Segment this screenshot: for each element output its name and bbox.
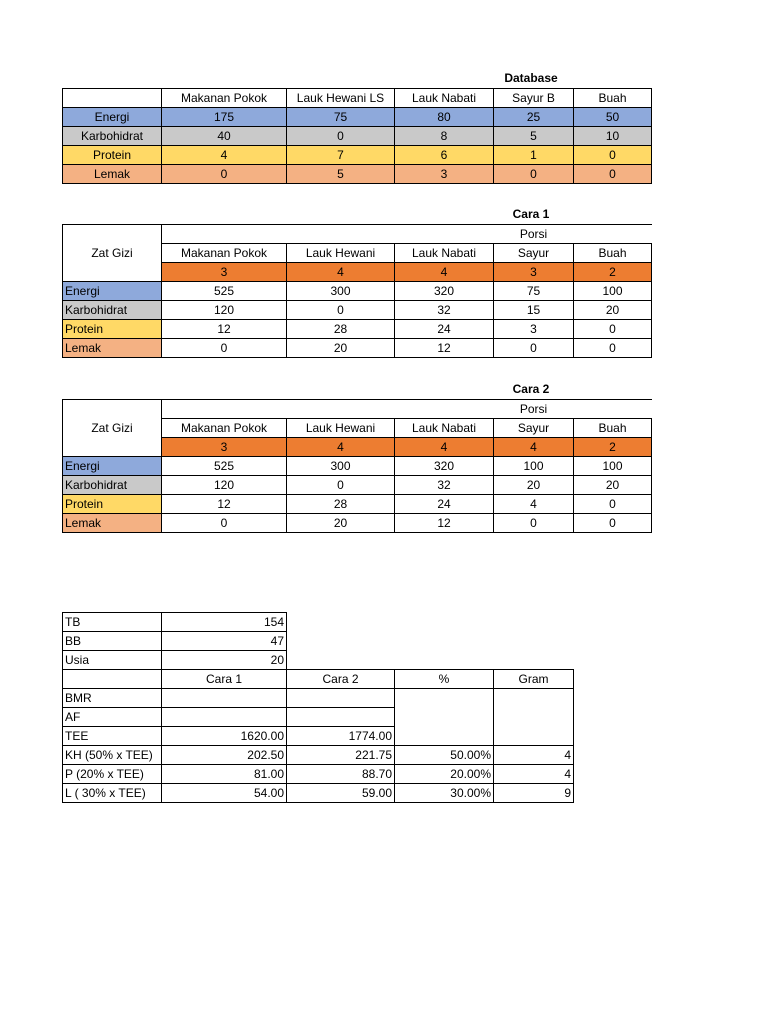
table-row — [63, 457, 652, 476]
cell[interactable]: 1 — [494, 146, 574, 165]
cell[interactable]: 525 — [162, 457, 287, 476]
cell[interactable]: 75 — [494, 282, 574, 301]
cell[interactable]: 5 — [494, 127, 574, 146]
cell[interactable]: 24 — [395, 495, 494, 514]
af-label[interactable]: AF — [63, 708, 162, 727]
porsi-cell[interactable]: 4 — [287, 263, 395, 282]
porsi-label[interactable]: Porsi — [494, 225, 574, 244]
cell[interactable]: 7 — [287, 146, 395, 165]
cell[interactable]: 20 — [494, 476, 574, 495]
cell[interactable]: 100 — [574, 282, 652, 301]
header-cell[interactable]: Lauk Nabati — [395, 244, 494, 263]
cell[interactable]: 28 — [287, 320, 395, 339]
empty-cell — [287, 225, 395, 244]
cell[interactable]: 25 — [494, 108, 574, 127]
l-pct[interactable]: 30.00% — [395, 784, 494, 803]
empty-cell — [574, 400, 652, 419]
cell[interactable]: 12 — [162, 320, 287, 339]
summary-header-row — [63, 670, 574, 689]
tb-row — [63, 613, 574, 632]
cell[interactable]: 0 — [494, 165, 574, 184]
gram-merged-cell[interactable] — [494, 689, 574, 746]
header-cell[interactable]: Makanan Pokok — [162, 89, 287, 108]
bmr-row — [63, 689, 574, 708]
cell[interactable]: 100 — [494, 457, 574, 476]
porsi-label[interactable]: Porsi — [494, 400, 574, 419]
row-label-protein[interactable]: Protein — [63, 495, 162, 514]
cell[interactable]: 0 — [574, 165, 652, 184]
empty-cell — [494, 632, 574, 651]
empty-cell — [287, 613, 395, 632]
empty-cell — [395, 651, 494, 670]
row-label-energi[interactable]: Energi — [63, 108, 162, 127]
cell[interactable]: 6 — [395, 146, 494, 165]
cell[interactable]: 0 — [162, 514, 287, 533]
usia-row — [63, 651, 574, 670]
af-cara1-cell[interactable] — [162, 708, 287, 727]
header-cell[interactable]: Sayur — [494, 244, 574, 263]
header-cell[interactable]: Gram — [494, 670, 574, 689]
cell[interactable]: 32 — [395, 476, 494, 495]
cell[interactable]: 0 — [494, 514, 574, 533]
empty-cell — [287, 632, 395, 651]
bmr-cara2-cell[interactable] — [287, 689, 395, 708]
tee-label[interactable]: TEE — [63, 727, 162, 746]
p-label[interactable]: P (20% x TEE) — [63, 765, 162, 784]
row-label-karbohidrat[interactable]: Karbohidrat — [63, 127, 162, 146]
empty-cell — [494, 613, 574, 632]
header-cell[interactable]: Lauk Hewani LS — [287, 89, 395, 108]
kh-cara2[interactable]: 221.75 — [287, 746, 395, 765]
cell[interactable]: 20 — [574, 476, 652, 495]
database-title: Database — [504, 71, 558, 85]
porsi-cell[interactable]: 4 — [287, 438, 395, 457]
cell[interactable]: 525 — [162, 282, 287, 301]
table-row — [63, 146, 652, 165]
row-label-karbohidrat[interactable]: Karbohidrat — [63, 476, 162, 495]
cell[interactable]: 24 — [395, 320, 494, 339]
tb-value[interactable]: 154 — [162, 613, 287, 632]
summary-table — [62, 612, 574, 803]
table-row — [63, 495, 652, 514]
porsi-cell[interactable]: 3 — [162, 438, 287, 457]
table-row — [63, 127, 652, 146]
kh-pct[interactable]: 50.00% — [395, 746, 494, 765]
tb-label[interactable]: TB — [63, 613, 162, 632]
kh-cara1[interactable]: 202.50 — [162, 746, 287, 765]
cell[interactable]: 20 — [574, 301, 652, 320]
p-cara2[interactable]: 88.70 — [287, 765, 395, 784]
p-gram[interactable]: 4 — [494, 765, 574, 784]
cell[interactable]: 0 — [574, 146, 652, 165]
porsi-cell[interactable]: 2 — [574, 438, 652, 457]
cell[interactable]: 32 — [395, 301, 494, 320]
cell[interactable]: 320 — [395, 457, 494, 476]
table-row — [63, 282, 652, 301]
tee-cara1[interactable]: 1620.00 — [162, 727, 287, 746]
cell[interactable]: 4 — [162, 146, 287, 165]
header-cell[interactable]: Buah — [574, 419, 652, 438]
porsi-cell[interactable]: 4 — [395, 263, 494, 282]
cell[interactable]: 3 — [395, 165, 494, 184]
kh-row — [63, 746, 574, 765]
cell[interactable]: 20 — [287, 339, 395, 358]
header-cell[interactable]: Lauk Hewani — [287, 419, 395, 438]
cara1-table — [62, 224, 652, 358]
cell[interactable]: 12 — [395, 514, 494, 533]
row-label-lemak[interactable]: Lemak — [63, 514, 162, 533]
cell[interactable]: 12 — [162, 495, 287, 514]
row-label-lemak[interactable]: Lemak — [63, 165, 162, 184]
header-cell[interactable]: Lauk Nabati — [395, 89, 494, 108]
cell[interactable]: 100 — [574, 457, 652, 476]
header-cell[interactable]: Buah — [574, 89, 652, 108]
cell[interactable]: 8 — [395, 127, 494, 146]
cell[interactable]: 80 — [395, 108, 494, 127]
porsi-label-row — [63, 400, 652, 419]
cell[interactable]: 175 — [162, 108, 287, 127]
empty-cell — [395, 613, 494, 632]
header-cell[interactable]: Cara 2 — [287, 670, 395, 689]
table-row — [63, 165, 652, 184]
empty-cell — [287, 400, 395, 419]
empty-cell — [287, 651, 395, 670]
row-label-protein[interactable]: Protein — [63, 146, 162, 165]
l-row — [63, 784, 574, 803]
p-row — [63, 765, 574, 784]
zat-gizi-header[interactable]: Zat Gizi — [63, 225, 162, 282]
cell[interactable]: 320 — [395, 282, 494, 301]
cell[interactable]: 300 — [287, 282, 395, 301]
bmr-label[interactable]: BMR — [63, 689, 162, 708]
cell[interactable]: 0 — [287, 127, 395, 146]
cell[interactable]: 4 — [494, 495, 574, 514]
empty-cell — [63, 670, 162, 689]
table-row — [63, 320, 652, 339]
l-cara1[interactable]: 54.00 — [162, 784, 287, 803]
af-cara2-cell[interactable] — [287, 708, 395, 727]
bmr-cara1-cell[interactable] — [162, 689, 287, 708]
header-cell[interactable]: Lauk Hewani — [287, 244, 395, 263]
porsi-cell[interactable]: 3 — [494, 263, 574, 282]
empty-cell — [162, 225, 287, 244]
l-gram[interactable]: 9 — [494, 784, 574, 803]
header-cell[interactable]: Sayur B — [494, 89, 574, 108]
row-label-protein[interactable]: Protein — [63, 320, 162, 339]
cell[interactable]: 0 — [162, 339, 287, 358]
header-cell[interactable]: Lauk Nabati — [395, 419, 494, 438]
header-cell[interactable]: Makanan Pokok — [162, 244, 287, 263]
porsi-cell[interactable]: 4 — [395, 438, 494, 457]
table-row — [63, 108, 652, 127]
l-label[interactable]: L ( 30% x TEE) — [63, 784, 162, 803]
usia-value[interactable]: 20 — [162, 651, 287, 670]
database-header-row — [63, 89, 652, 108]
p-pct[interactable]: 20.00% — [395, 765, 494, 784]
cell[interactable]: 0 — [574, 320, 652, 339]
empty-cell — [395, 400, 494, 419]
cara2-title: Cara 2 — [512, 382, 550, 396]
cell[interactable]: 0 — [162, 165, 287, 184]
empty-cell — [395, 225, 494, 244]
cell[interactable]: 0 — [574, 514, 652, 533]
table-row — [63, 514, 652, 533]
table-row — [63, 301, 652, 320]
cell[interactable]: 0 — [574, 495, 652, 514]
cell[interactable]: 5 — [287, 165, 395, 184]
cell[interactable]: 12 — [395, 339, 494, 358]
database-table — [62, 88, 652, 184]
header-cell[interactable]: Sayur — [494, 419, 574, 438]
cell[interactable]: 50 — [574, 108, 652, 127]
header-cell[interactable]: Buah — [574, 244, 652, 263]
row-label-energi[interactable]: Energi — [63, 282, 162, 301]
porsi-cell[interactable]: 4 — [494, 438, 574, 457]
pct-merged-cell[interactable] — [395, 689, 494, 746]
cell[interactable]: 75 — [287, 108, 395, 127]
empty-cell — [162, 400, 287, 419]
cell[interactable]: 300 — [287, 457, 395, 476]
cell[interactable]: 0 — [287, 301, 395, 320]
row-label-energi[interactable]: Energi — [63, 457, 162, 476]
porsi-label-row — [63, 225, 652, 244]
bb-label[interactable]: BB — [63, 632, 162, 651]
p-cara1[interactable]: 81.00 — [162, 765, 287, 784]
cell[interactable]: 0 — [574, 339, 652, 358]
cara2-table — [62, 399, 652, 533]
cell[interactable]: 120 — [162, 301, 287, 320]
cara1-title: Cara 1 — [512, 207, 550, 221]
cell[interactable]: 0 — [287, 476, 395, 495]
cell[interactable]: 40 — [162, 127, 287, 146]
cell[interactable]: 3 — [494, 320, 574, 339]
porsi-cell[interactable]: 2 — [574, 263, 652, 282]
l-cara2[interactable]: 59.00 — [287, 784, 395, 803]
tee-cara2[interactable]: 1774.00 — [287, 727, 395, 746]
bb-value[interactable]: 47 — [162, 632, 287, 651]
cell[interactable]: 15 — [494, 301, 574, 320]
table-row — [63, 339, 652, 358]
row-label-lemak[interactable]: Lemak — [63, 339, 162, 358]
header-cell[interactable]: % — [395, 670, 494, 689]
kh-gram[interactable]: 4 — [494, 746, 574, 765]
table-row — [63, 476, 652, 495]
header-cell[interactable]: Cara 1 — [162, 670, 287, 689]
cell[interactable]: 120 — [162, 476, 287, 495]
row-label-karbohidrat[interactable]: Karbohidrat — [63, 301, 162, 320]
cell[interactable]: 0 — [494, 339, 574, 358]
cell[interactable]: 10 — [574, 127, 652, 146]
kh-label[interactable]: KH (50% x TEE) — [63, 746, 162, 765]
porsi-cell[interactable]: 3 — [162, 263, 287, 282]
cell[interactable]: 20 — [287, 514, 395, 533]
empty-cell — [574, 225, 652, 244]
empty-cell — [395, 632, 494, 651]
usia-label[interactable]: Usia — [63, 651, 162, 670]
empty-cell — [63, 89, 162, 108]
bb-row — [63, 632, 574, 651]
cell[interactable]: 28 — [287, 495, 395, 514]
zat-gizi-header[interactable]: Zat Gizi — [63, 400, 162, 457]
empty-cell — [494, 651, 574, 670]
header-cell[interactable]: Makanan Pokok — [162, 419, 287, 438]
